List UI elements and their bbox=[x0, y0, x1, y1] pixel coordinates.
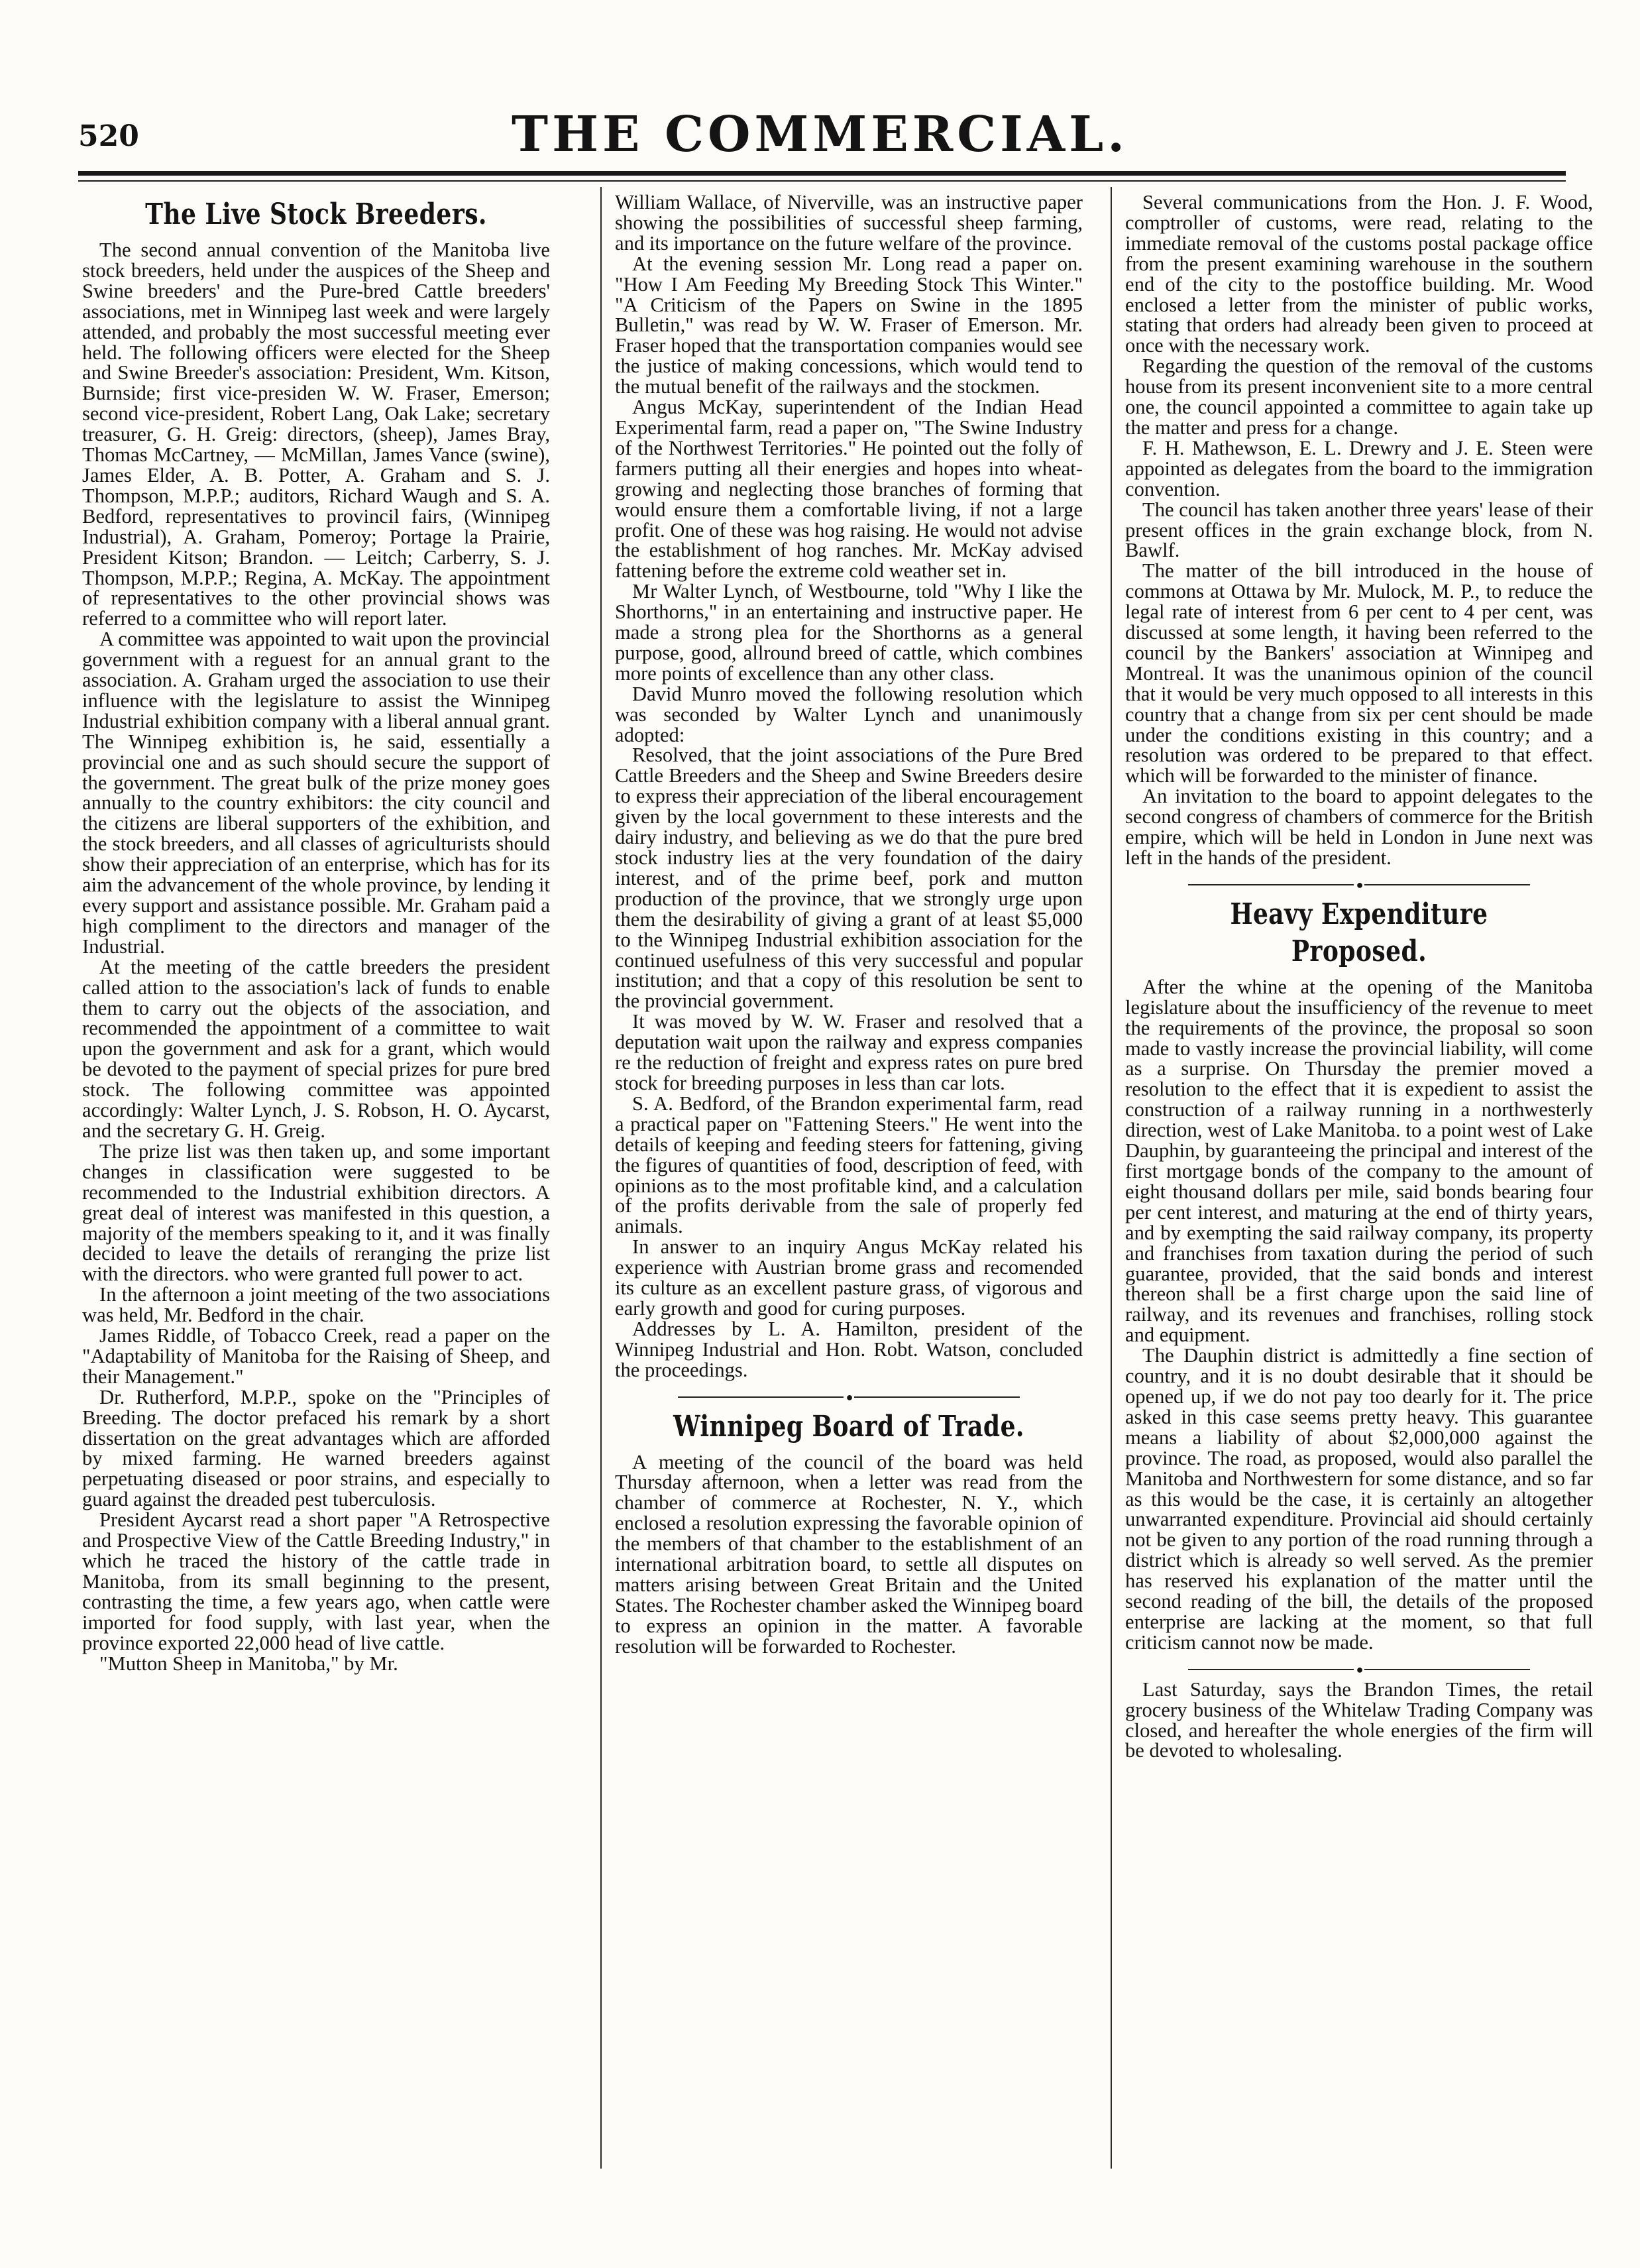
column-divider bbox=[600, 187, 602, 2169]
paragraph: Several communications from the Hon. J. F. Wood, comptroller of customs, were read, relating to the immediate removal of the customs postal package office from the present examining warehouse in the southern end of the city to the postoffice building. Mr. Wood enclosed a letter from the minister of public works, stating that orders had already been given to proceed at once with the necessary work. bbox=[1125, 192, 1593, 357]
column-3 bbox=[1125, 192, 1593, 2169]
column-divider bbox=[1111, 187, 1112, 2169]
column-2 bbox=[615, 192, 1083, 2169]
paragraph: President Aycarst read a short paper "A Retrospective and Prospective View of the Cattle Breeding Industry," in which he traced the history of the cattle trade in Manitoba, from its small beginning to the present, contrasting the time, a few years ago, when cattle were imported for food supply, with last year, when the province exported 22,000 head of live cattle. bbox=[82, 1508, 550, 1654]
paragraph: "Mutton Sheep in Manitoba," by Mr. bbox=[99, 1652, 398, 1675]
masthead-rule-thin bbox=[78, 180, 1566, 182]
paragraph: At the evening session Mr. Long read a paper on. "How I Am Feeding My Breeding Stock This Winter." "A Criticism of the Papers on Swine in the 1895 Bulletin," was read by W. W. Fraser of Emerson. Mr. Fraser hoped that the transportation companies would see the justice of making concessions, which would tend to the mutual benefit of the railways and the stockmen. bbox=[615, 252, 1083, 398]
paragraph: William Wallace, of Niverville, was an instructive paper showing the possibilities of successful sheep farming, and its importance on the future welfare of the province. bbox=[615, 192, 1083, 255]
paragraph: Dr. Rutherford, M.P.P., spoke on the "Principles of Breeding. The doctor prefaced his remark by a short dissertation on the great advantages which are afforded by mixed farming. He warned breeders against perpetuating diseased or poor strains, and especially to guard against the dreaded pest tuberculosis. bbox=[82, 1385, 550, 1511]
paragraph: An invitation to the board to appoint delegates to the second congress of chambers of commerce for the British empire, which will be held in London in June next was left in the hands of the president. bbox=[1125, 785, 1593, 869]
paragraph: Last Saturday, says the Brandon Times, the retail grocery business of the Whitelaw Trading Company was closed, and hereafter the whole energies of the firm will be devoted to wholesaling. bbox=[1125, 1677, 1593, 1762]
paragraph: At the meeting of the cattle breeders the president called attion to the association's lack of funds to enable them to carry out the objects of the association, and recommended the appointment of a committee to wait upon the government and ask for a grant, which would be devoted to the payment of special prizes for pure bred stock. The following committee was appointed accordingly: Walter Lynch, J. S. Robson, H. O. Aycarst, and the secretary G. H. Greig. bbox=[82, 955, 550, 1142]
paragraph: David Munro moved the following resolution which was seconded by Walter Lynch and unanimously adopted: bbox=[615, 682, 1083, 746]
paragraph: Angus McKay, superintendent of the Indian Head Experimental farm, read a paper on, "The Swine Industry of the Northwest Territories." He pointed out the folly of farmers putting all their energies and hopes into wheat-growing and neglecting those branches of forming that would ensure them a comfortable living, if not a large profit. One of these was hog raising. He would not advise the establishment of hog ranches. Mr. McKay advised fattening before the extreme cold weather set in. bbox=[615, 396, 1083, 583]
paragraph: In answer to an inquiry Angus McKay related his experience with Austrian brome grass and recomended its culture as an excellent pasture grass, of vigorous and early growth and good for curing purposes. bbox=[615, 1235, 1083, 1320]
paragraph: James Riddle, of Tobacco Creek, read a paper on the "Adaptability of Manitoba for the Raising of Sheep, and their Management." bbox=[82, 1324, 550, 1388]
paragraph: After the whine at the opening of the Manitoba legislature about the insufficiency of the revenue to meet the requirements of the province, the proposal so soon made to vastly increase the provincial liability, will come as a surprise. On Thursday the premier moved a resolution to the effect that it is expedient to assist the construction of a railway running in a northwesterly direction, west of Lake Manitoba. to a point west of Lake Dauphin, by guaranteeing the principal and interest of the first mortgage bonds of the company to the amount of eight thousand dollars per mile, said bonds bearing four per cent interest, and maturing at the end of thirty years, and by exempting the said railway company, its property and franchises from taxation during the period of such guarantee, provided, that the said bonds and interest thereon shall be a first charge upon the said line of railway, and its revenues and franchises, rolling stock and equipment. bbox=[1125, 975, 1593, 1347]
section-separator: ● bbox=[615, 1389, 1083, 1404]
column-1 bbox=[82, 192, 550, 2169]
article-heading: The Live Stock Breeders. bbox=[145, 198, 487, 231]
paragraph: Regarding the question of the removal of the customs house from its present inconvenient site to a more central one, the council appointed a committee to again take up the matter and press for a change. bbox=[1125, 355, 1593, 439]
masthead-rule bbox=[78, 171, 1566, 176]
paragraph: A committee was appointed to wait upon the provincial government with a reguest for an annual grant to the association. A. Graham urged the association to use their influence with the legislature to assist the Winnipeg Industrial exhibition company with a liberal annual grant. The Winnipeg exhibition is, he said, essentially a provincial one and as such should secure the support of the government. The great bulk of the prize money goes annually to the country exhibitors: the city council and the citizens are liberal supporters of the exhibition, and the stock breeders, and all classes of agriculturists should show their appreciation of an enterprise, which has for its aim the advancement of the whole province, by lending it every support and assistance possible. Mr. Graham paid a high compliment to the directors and manager of the Industrial. bbox=[82, 628, 550, 958]
section-separator: ● bbox=[1125, 1661, 1593, 1677]
paragraph: It was moved by W. W. Fraser and resolved that a deputation wait upon the railway and express companies re the reduction of freight and express rates on pure bred stock for breeding purposes in less than car lots. bbox=[615, 1010, 1083, 1094]
paragraph: The matter of the bill introduced in the house of commons at Ottawa by Mr. Mulock, M. P., to reduce the legal rate of interest from 6 per cent to 4 per cent, was discussed at some length, it having been referred to the council by the Bankers' association at Winnipeg and Montreal. It was the unanimous opinion of the council that it would be very much opposed to all interests in this country that a change from six per cent should be made under the conditions existing in this country; and a resolution was ordered to be prepared to that effect. which will be forwarded to the minister of finance. bbox=[1125, 559, 1593, 787]
section-separator: ● bbox=[1125, 876, 1593, 892]
paragraph: The second annual convention of the Manitoba live stock breeders, held under the auspices of the Sheep and Swine breeders' and the Pure-bred Cattle breeders' associations, met in Winnipeg last week and were largely attended, and probably the most successful meeting ever held. The following officers were elected for the Sheep and Swine Breeder's association: President, Wm. Kitson, Burnside; first vice-presiden W. W. Fraser, Emerson; second vice-president, Robert Lang, Oak Lake; secretary treasurer, G. H. Greig: directors, (sheep), James Bray, Thomas McCartney, — McMillan, James Vance (swine), James Elder, A. B. Potter, A. Graham and S. J. Thompson, M.P.P.; auditors, Richard Waugh and S. A. Bedford, representatives to provincil fairs, (Winnipeg Industrial), A. Graham, Pomeroy; Portage la Prairie, President Kitson; Brandon. — Leitch; Carberry, S. J. Thompson, M.P.P.; Regina, A. McKay. The appointment of representatives to the other provincial shows was referred to a committee who will report later. bbox=[82, 239, 550, 630]
masthead: THE COMMERCIAL. bbox=[512, 106, 1128, 163]
paragraph: Addresses by L. A. Hamilton, president of the Winnipeg Industrial and Hon. Robt. Watson, concluded the proceedings. bbox=[615, 1317, 1083, 1381]
paragraph: Resolved, that the joint associations of the Pure Bred Cattle Breeders and the Sheep and Swine Breeders desire to express their appreciation of the liberal encouragement given by the local government to these interests and the dairy industry, and believing as we do that the pure bred stock industry lies at the very foundation of the dairy interest, and of the prime beef, pork and mutton production of the province, that we strongly urge upon them the desirability of giving a grant of at least $5,000 to the Winnipeg Industrial exhibition association for the continued usefulness of this very successful and popular institution; and that a copy of this resolution be sent to the provincial government. bbox=[615, 744, 1083, 1013]
paragraph: The Dauphin district is admittedly a fine section of country, and it is no doubt desirable that it should be opened up, if we do not pay too dearly for it. The price asked in this case seems pretty heavy. This guarantee means a liability of about $2,000,000 against the province. The road, as proposed, would also parallel the Manitoba and Northwestern for some distance, and so far as this would be the case, it is certainly an altogether unwarranted expenditure. Provincial aid should certainly not be given to any portion of the road running through a district which is already so well served. As the premier has reserved his explanation of the matter until the second reading of the bill, the details of the proposed enterprise are lacking at the moment, so that full criticism cannot now be made. bbox=[1125, 1344, 1593, 1654]
paragraph: A meeting of the council of the board was held Thursday afternoon, when a letter was read from the chamber of commerce at Rochester, N. Y., which enclosed a resolution expressing the favorable opinion of the members of that chamber to the establishment of an international arbitration board, to settle all disputes on matters arising between Great Britain and the United States. The Rochester chamber asked the Winnipeg board to express an opinion in the matter. A favorable resolution will be forwarded to Rochester. bbox=[615, 1450, 1083, 1658]
page-number: 520 bbox=[78, 119, 139, 153]
paragraph: The council has taken another three years' lease of their present offices in the grain exchange block, from N. Bawlf. bbox=[1125, 498, 1593, 562]
paragraph: S. A. Bedford, of the Brandon experimental farm, read a practical paper on "Fattening Steers." He went into the details of keeping and feeding steers for fattening, giving the figures of quantities of food, description of feed, with opinions as to the most profitable kind, and a calculation of the profits derivable from the sale of properly fed animals. bbox=[615, 1092, 1083, 1238]
article-heading: Winnipeg Board of Trade. bbox=[673, 1409, 1024, 1444]
paragraph: The prize list was then taken up, and some important changes in classification were suggested to be recommended to the Industrial exhibition directors. A great deal of interest was manifested in this question, a majority of the members speaking to it, and it was finally decided to leave the details of reranging the prize list with the directors. who were granted full power to act. bbox=[82, 1139, 550, 1286]
paragraph: F. H. Mathewson, E. L. Drewry and J. E. Steen were appointed as delegates from the board to the immigration convention. bbox=[1125, 436, 1593, 500]
article-heading: Heavy Expenditure Proposed. bbox=[1230, 897, 1488, 968]
paragraph: In the afternoon a joint meeting of the two associations was held, Mr. Bedford in the chair. bbox=[82, 1283, 550, 1327]
paragraph: Mr Walter Lynch, of Westbourne, told "Why I like the Shorthorns," in an entertaining and instructive paper. He made a strong plea for the Shorthorns as a general purpose, good, allround breed of cattle, which combines more points of excellence than any other class. bbox=[615, 580, 1083, 685]
